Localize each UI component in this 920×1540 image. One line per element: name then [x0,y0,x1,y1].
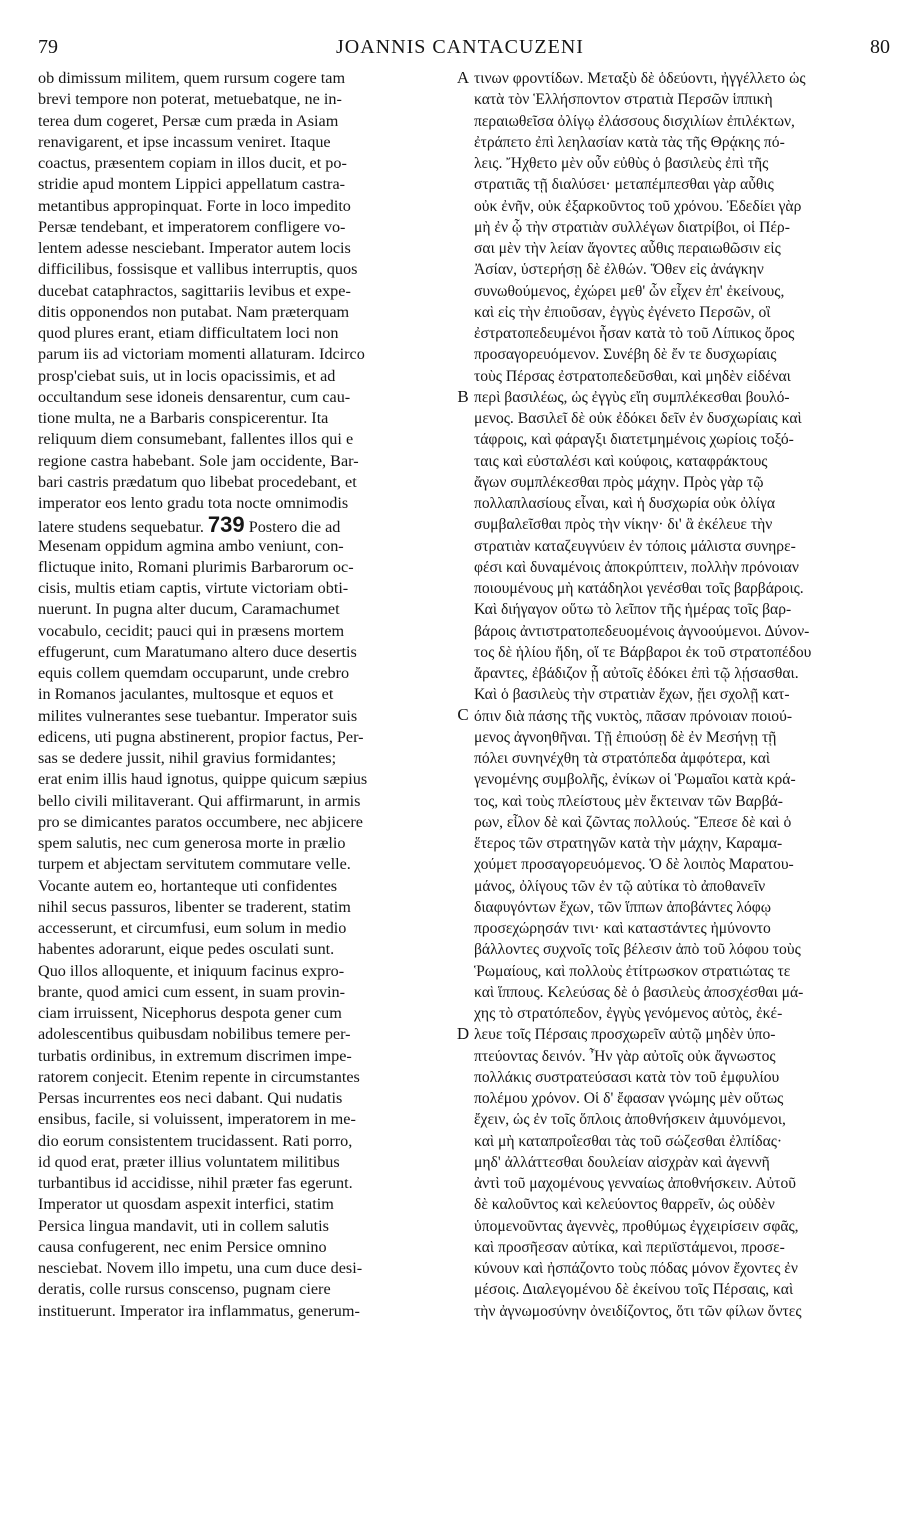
page-number-left: 79 [38,36,58,58]
greek-line: οὐκ ἐνῆν, οὐκ ἐξαρκοῦντος τοῦ χρόνου. Ἐδεδίει γὰρ [474,197,802,215]
greek-line: τος, καὶ τοὺς πλείστους μὲν ἔκτειναν τῶν Βαρβά- [474,792,783,810]
greek-line: χούμετ προσαγορευόμενος. Ὁ δὲ λοιπὸς Μαρατου- [474,856,794,874]
greek-line: πόλει συνηνέχθη τὰ στρατόπεδα ἀμφότερα, καὶ [474,750,771,767]
greek-line: περαιωθεῖσα ὀλίγῳ ἐλάσσους δισχιλίων ἐπιλέκτων, [474,112,795,130]
latin-line: effugerunt, cum Maratumano altero duce desertis [38,642,357,661]
latin-line: bari castris prædatum quo libebat procedebant, et [38,472,357,491]
latin-line: ducebat cataphractos, sagittariis levibus et expe- [38,281,351,300]
greek-line: ἔχειν, ὡς ἐν τοῖς ὅπλοις ἀποθνήσκειν ἀμυνόμενοι, [474,1111,786,1129]
greek-line: καὶ μὴ καταπροΐεσθαι τὰς τοῦ σώζεσθαι ἐλπίδας· [474,1132,783,1150]
page-number-right: 80 [870,36,890,58]
greek-line: βάροις ἀντιστρατοπεδευομένοις ἀγνοούμενοι. Δύνον- [474,622,810,640]
latin-line [38,514,454,535]
greek-line: κατὰ τὸν Ἑλλήσποντον στρατιὰ Περσῶν ἱππικὴ [474,91,773,109]
latin-line: bello civili militaverant. Qui affirmarunt, in armis [38,791,361,810]
greek-line: πτεύοντας δεινόν. Ἦν γὰρ αὐτοῖς οὐκ ἄγνωστος [474,1047,776,1065]
latin-column [38,68,454,1322]
greek-line: ἐτράπετο ἐπὶ λεηλασίαν κατὰ τὰς τῆς Θρᾴκης πό- [474,133,785,151]
latin-line: flictuque inito, Romani plurimis Barbarorum oc- [38,557,354,576]
greek-line: φέσι καὶ δυναμένοις ἀποκρύπτειν, πολλὴν πρόνοιαν [474,558,799,576]
latin-line: brevi tempore non poterat, metuebatque, ne in- [38,90,342,109]
latin-line-text: Postero die ad [244,518,341,536]
latin-line: metantibus appropinquat. Forte in loco impedito [38,196,351,215]
greek-line: Ῥωμαίους, καὶ πολλοὺς ἐτίτρωσκον στρατιώτας τε [474,962,791,980]
latin-line: id quod erat, præter illius voluntatem militibus [38,1152,340,1171]
greek-line: τὴν ἀγνωμοσύνην ὀνειδίζοντος, ὅτι τῶν φίλων ὄντες [474,1302,802,1320]
greek-line: ρων, εἷλον δὲ καὶ ζῶντας πολλούς. Ἔπεσε δὲ καὶ ὁ [474,813,792,831]
latin-line: habentes adorarunt, eique pedes osculati sunt. [38,940,335,959]
greek-line: ἄγων συμπλέκεσθαι πρὸς μάχην. Πρὸς γὰρ τῷ [474,473,764,491]
greek-line: ἕτερος τῶν στρατηγῶν κατὰ τὴν μάχην, Καραμα- [474,835,783,852]
latin-line: difficilibus, fossisque et vallibus interruptis, quos [38,260,358,279]
latin-line: stridie apud montem Lippici appellatum castra- [38,175,346,194]
latin-line: ob dimissum militem, quem rursum cogere tam [38,69,346,87]
greek-line: πολέμου χρόνον. Οἱ δ' ἔφασαν γνώμης μὲν οὕτως [474,1090,784,1107]
greek-line: μέσοις. Διαλεγομένου δὲ ἐκείνου τοῖς Πέρσαις, καὶ [474,1281,794,1299]
latin-line: regione castra habebant. Sole jam occidente, Bar- [38,451,359,470]
greek-line: Καὶ διήγαγον οὕτω τὸ λεῖπον τῆς ἡμέρας τοῖς βαρ- [474,601,792,619]
latin-line: terea dum cogeret, Persæ cum præda in Asiam [38,111,339,130]
greek-line: ἐστρατοπεδευμένοι ἦσαν κατὰ τὸ τοῦ Λίπικος ὄρος [474,325,795,342]
latin-line: turpem et abjectam servitutem commutare velle. [38,855,351,874]
column-number: 739 [207,514,245,536]
greek-line: συνωθούμενος, ἐχώρει μεθ' ὧν εἶχεν ἐπ' ἐκείνους, [474,282,785,300]
margin-marker-a: A [456,68,470,87]
latin-line: occultandum sese idoneis densarentur, cum cau- [38,387,351,406]
greek-line: μηδ' ἀλλάττεσθαι δουλείαν αἰσχρὰν καὶ ἀγεννῆ [474,1153,770,1171]
latin-line: reliquum diem consumebant, fallentes illos qui e [38,430,354,449]
latin-line: instituerunt. Imperator ira inflammatus, generum- [38,1301,360,1320]
latin-line: ciam irruissent, Nicephorus despota gener cum [38,1004,342,1022]
greek-line: στρατιᾶς τῇ διαλύσει· μεταπέμπεσθαι γὰρ αὖθις [474,176,774,194]
latin-line: prosp'ciebat suis, ut in locis opacissimis, et ad [38,366,336,385]
greek-line: πολλαπλασίους εἶναι, καὶ ἡ δυσχωρία οὐκ ὀλίγα [474,495,776,512]
latin-line: cisis, multis etiam captis, virtute victoriam obti- [38,579,349,597]
latin-line: parum iis ad victoriam momenti allaturam. Idcirco [38,345,365,364]
latin-line: adolescentibus quibusdam nobilibus temere per- [38,1025,351,1044]
latin-line: Vocante autem eo, hortanteque uti confidentes [38,876,338,895]
greek-line: γενομένης συμβολῆς, ἐνίκων οἱ Ῥωμαῖοι κατὰ κρά- [474,771,796,789]
latin-line: Persica lingua mandavit, uti in collem salutis [38,1216,329,1235]
latin-line: Persæ tendebant, et imperatorem confligere vo- [38,217,346,236]
greek-line: χης τὸ στρατόπεδον, ἐγγὺς γενόμενος αὐτὸς, ἐκέ- [474,1005,783,1022]
latin-line: dio eorum consistentem trucidassent. Rati porro, [38,1131,353,1150]
latin-line: accesserunt, et circumfusi, eum solum in medio [38,919,347,937]
latin-line: vocabulo, cecidit; pauci qui in præsens mortem [38,621,345,640]
greek-line: καὶ προσῆεσαν αὐτίκα, καὶ περιϊστάμενοι, προσε- [474,1238,785,1256]
greek-line: βάλλοντες συχνοῖς τοῖς βέλεσιν ἀπὸ τοῦ λόφου τοὺς [474,941,801,959]
greek-line: μάνος, ὀλίγους τῶν ἐν τῷ αὐτίκα τὸ ἀποθανεῖν [474,877,766,895]
greek-line: προσεχώρησάν τινι· καὶ καταστάντες ἠμύνοντο [474,920,771,937]
latin-line: edicens, uti pugna abstinerent, propior factus, Per- [38,727,364,746]
latin-line: spem salutis, nec cum generosa morte in prælio [38,834,346,852]
greek-line: διαφυγόντων ἔχων, τῶν ἵππων ἀποβάντες λόφῳ [474,898,772,916]
latin-line: nesciebat. Novem illo impetu, una cum duce desi- [38,1259,363,1277]
latin-line: erat enim illis haud ignotus, quippe quicum sæpius [38,770,368,789]
greek-line: καὶ εἰς τὴν ἐπιοῦσαν, ἐγγὺς ἐγένετο Περσῶν, οἳ [474,303,771,321]
latin-line: equis collem quemdam occuparunt, unde crebro [38,664,350,682]
greek-line: στρατιὰν καταζευγνύειν ἐν τόποις μάλιστα συνηρε- [474,537,796,555]
greek-line: τος δὲ ἡλίου ἤδη, οἵ τε Βάρβαροι ἐκ τοῦ στρατοπέδου [474,643,812,661]
latin-line: pro se dimicantes paratos occumbere, nec abjicere [38,812,363,831]
greek-line: καὶ ἵππους. Κελεύσας δὲ ὁ βασιλεὺς ἀποσχέσθαι μά- [474,983,804,1001]
greek-line: συμβαλεῖσθαι πρὸς τὴν νίκην· δι' ἃ ἐκέλευε τὴν [474,516,773,534]
latin-line: deratis, colle rursus conscenso, pugnam ciere [38,1280,331,1299]
latin-line: causa confugerent, nec enim Persice omnino [38,1237,327,1256]
latin-line: coactus, præsentem copiam in illos ducit, et po- [38,154,347,172]
latin-line: Quo illos alloquente, et iniquum facinus expro- [38,961,345,980]
greek-line: κύνουν καὶ ἠσπάζοντο τοὺς πόδας μόνον ἔχοντες ἐν [474,1260,798,1277]
running-header [0,36,920,62]
latin-line: brante, quod amici cum essent, in suam provin- [38,982,346,1001]
greek-line: μενος ἀγνοηθῆναι. Τῇ ἐπιούσῃ δὲ ἐν Μεσήνῃ τῇ [474,728,777,746]
greek-line: τάφροις, καὶ φάραγξι διατετμημένοις χωρίοις τοξό- [474,431,794,449]
latin-line: lentem adesse nesciebant. Imperator autem locis [38,239,351,257]
latin-line: Persas incurrentes eos neci dabant. Qui nudatis [38,1089,343,1107]
greek-line: ἀντὶ τοῦ μαχομένους γενναίως ἀποθνήσκειν. Αὐτοῦ [474,1175,796,1192]
latin-line: ensibus, facile, si voluissent, imperatorem in me- [38,1110,356,1129]
latin-line: milites vulnerantes sese tuebantur. Imperator suis [38,706,358,725]
greek-line: Καὶ ὁ βασιλεὺς τὴν στρατιὰν ἔχων, ᾔει σχολῇ κατ- [474,686,790,704]
greek-line: μὴ ἐν ᾧ τὴν στρατιὰν συλλέγων διατρίβοι, οἱ Πέρ- [474,218,790,236]
latin-line: sas se dedere jussit, nihil gravius formidantes; [38,749,337,767]
greek-line: μενος. Βασιλεῖ δὲ οὐκ ἐδόκει δεῖν ἐν δυσχωρίαις καὶ [474,410,802,427]
latin-line-text: latere studens sequebatur. [38,518,208,536]
greek-line: τινων φροντίδων. Μεταξὺ δὲ ὁδεύοντι, ἠγγέλλετο ὡς [474,70,806,87]
latin-line: Mesenam oppidum agmina ambo veniunt, con- [38,536,344,555]
latin-line: ratorem conjecit. Etenim repente in circumstantes [38,1067,360,1086]
greek-line: τοὺς Πέρσας ἐστρατοπεδεῦσθαι, καὶ μηδὲν εἰδέναι [474,367,791,385]
latin-line: nuerunt. In pugna alter ducum, Caramachumet [38,600,340,619]
latin-line: imperator eos lento gradu tota nocte omnimodis [38,494,349,512]
greek-line: λεις. Ἤχθετο μὲν οὖν εὐθὺς ὁ βασιλεὺς ἐπὶ τῆς [474,155,769,172]
greek-line: σαι μὲν τὴν λείαν ἄγοντες αὖθις περαιωθῶσιν εἰς [474,240,781,257]
margin-marker-d: D [456,1024,470,1043]
greek-line: δὲ καλοῦντος καὶ κελεύοντος θαρρεῖν, ὡς οὐδὲν [474,1196,775,1214]
greek-line: περὶ βασιλέως, ὡς ἐγγὺς εἴη συμπλέκεσθαι βουλό- [474,388,790,406]
greek-line: ποιουμένους μὴ κατάδηλοι γενέσθαι τοῖς βαρβάροις. [474,580,804,597]
latin-line: ditis opponendos non putabat. Nam præterquam [38,302,350,321]
latin-line: turbatis ordinibus, in extremum discrimen impe- [38,1046,352,1065]
greek-line: προσαγορευόμενον. Συνέβη δὲ ἔν τε δυσχωρίαις [474,346,777,364]
latin-line: tione multa, ne a Barbaris conspicerentur. Ita [38,409,329,427]
running-title: JOANNIS CANTACUZENI [336,36,584,58]
greek-line: Ἀσίαν, ὑστερήσῃ δὲ ἐλθών. Ὅθεν εἰς ἀνάγκην [474,261,764,279]
greek-column [474,68,894,1322]
latin-line: quod plures erant, etiam difficultatem loci non [38,324,339,342]
margin-marker-b: B [457,387,469,406]
greek-line: όπιν διὰ πάσης τῆς νυκτὸς, πᾶσαν πρόνοιαν ποιού- [474,707,793,725]
latin-line: in Romanos jaculantes, multosque et equos et [38,685,334,704]
margin-marker-c: C [457,705,469,724]
latin-line: renavigarent, et ipse incassum veniret. Itaque [38,132,331,151]
greek-line: ὑπομενοῦντας ἀγεννὲς, προθύμως ἐγχειρίσειν σφᾶς, [474,1217,799,1235]
greek-line: λευε τοῖς Πέρσαις προσχωρεῖν αὐτῷ μηδὲν ὑπο- [474,1026,776,1044]
greek-line: πολλάκις συστρατεύσασι κατὰ τὸν τοῦ ἐμφυλίου [474,1068,780,1086]
latin-line: nihil secus passuros, libenter se traderent, statim [38,897,351,916]
greek-line: ἄραντες, ἐβάδιζον ᾗ αὐτοῖς ἐδόκει ἐπὶ τῷ λῄσασθαι. [474,665,799,682]
greek-line: ταις καὶ εὐσταλέσι καὶ κούφοις, καταφράκτους [474,452,768,470]
latin-line: turbantibus id accidisse, nihil præter fas egerunt. [38,1174,353,1192]
latin-line: Imperator ut quosdam aspexit interfici, statim [38,1195,334,1214]
